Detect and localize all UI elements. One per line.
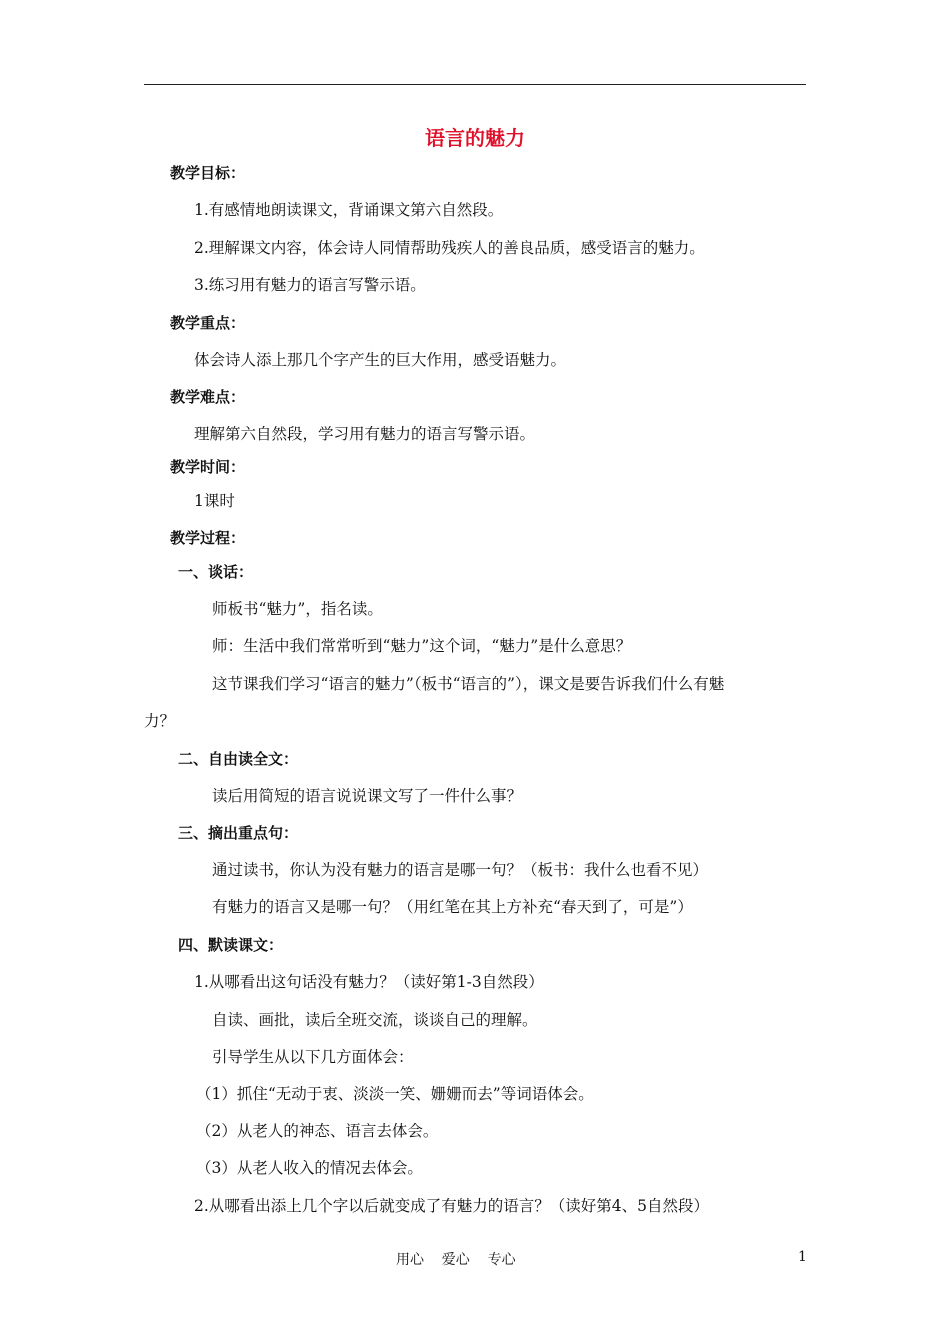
goal-item: 2.理解课文内容，体会诗人同情帮助残疾人的善良品质，感受语言的魅力。 (194, 239, 705, 257)
goal-item: 3.练习用有魅力的语言写警示语。 (194, 276, 426, 294)
header-rule (144, 84, 806, 85)
page-number: 1 (798, 1249, 807, 1265)
heading-goals: 教学目标： (170, 164, 246, 182)
section-line: 这节课我们学习“语言的魅力”（板书“语言的”），课文是要告诉我们什么有魅 (212, 675, 725, 693)
section-heading: 三、摘出重点句： (178, 824, 299, 842)
time-text: 1课时 (194, 492, 235, 510)
footer-motto: 用心 爱心 专心 (396, 1252, 516, 1268)
section-line: 自读、画批，读后全班交流，谈谈自己的理解。 (212, 1011, 538, 1029)
section-line: （2）从老人的神态、语言去体会。 (196, 1122, 439, 1140)
difficulties-text: 理解第六自然段，学习用有魅力的语言写警示语。 (194, 425, 536, 443)
section-line: 力？ (144, 712, 176, 730)
section-line: 有魅力的语言又是哪一句？（用红笔在其上方补充“春天到了，可是”） (212, 898, 693, 916)
section-line: 师：生活中我们常常听到“魅力”这个词，“魅力”是什么意思？ (212, 637, 632, 655)
section-heading: 二、自由读全文： (178, 750, 299, 768)
section-line: 师板书“魅力”，指名读。 (212, 600, 383, 618)
document-title: 语言的魅力 (425, 126, 525, 150)
heading-process: 教学过程： (170, 529, 246, 547)
heading-time: 教学时间： (170, 458, 246, 476)
section-line: （1）抓住“无动于衷、淡淡一笑、姗姗而去”等词语体会。 (196, 1085, 594, 1103)
section-heading: 四、默读课文： (178, 936, 284, 954)
key-points-text: 体会诗人添上那几个字产生的巨大作用，感受语魅力。 (194, 351, 567, 369)
section-line: 通过读书，你认为没有魅力的语言是哪一句？（板书：我什么也看不见） (212, 861, 709, 879)
section-line: 1.从哪看出这句话没有魅力？（读好第1-3自然段） (194, 973, 544, 991)
section-line: 2.从哪看出添上几个字以后就变成了有魅力的语言？（读好第4、5自然段） (194, 1197, 710, 1215)
section-line: 引导学生从以下几方面体会： (212, 1048, 414, 1066)
heading-difficulties: 教学难点： (170, 388, 246, 406)
section-heading: 一、谈话： (178, 563, 254, 581)
heading-key-points: 教学重点： (170, 314, 246, 332)
section-line: （3）从老人收入的情况去体会。 (196, 1159, 423, 1177)
section-line: 读后用简短的语言说说课文写了一件什么事？ (212, 787, 523, 805)
goal-item: 1.有感情地朗读课文，背诵课文第六自然段。 (194, 201, 504, 219)
